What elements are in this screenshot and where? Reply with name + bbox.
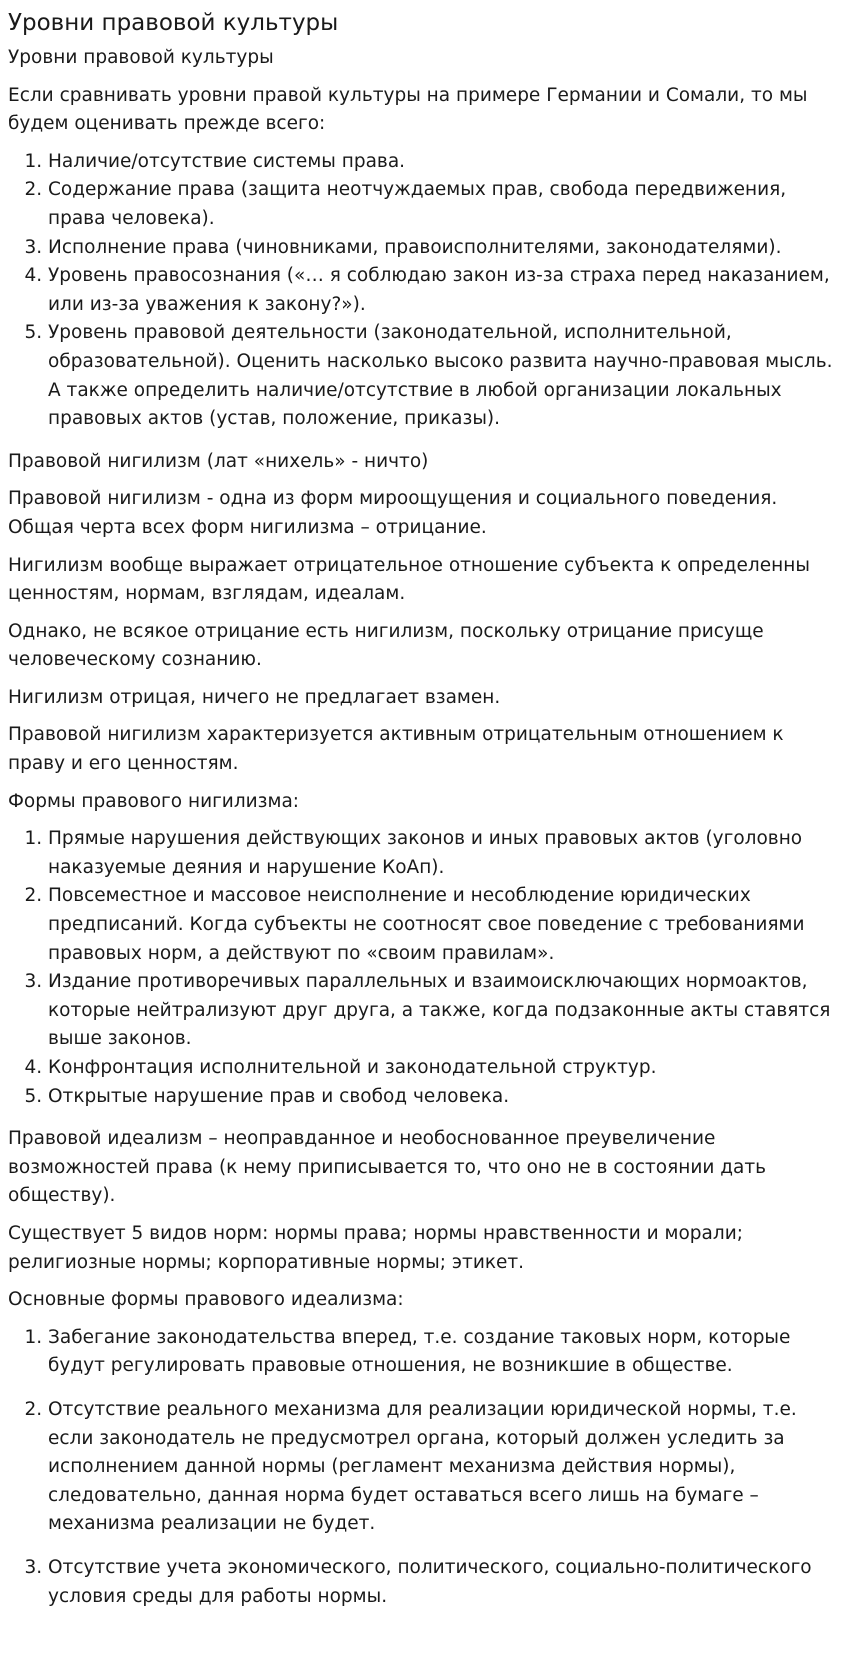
list-item: 3. Исполнение права (чиновниками, правоисполнителями, законодателями). (48, 234, 841, 263)
paragraph: Однако, не всякое отрицание есть нигилизм, поскольку отрицание присуще человеческому сознанию. (8, 620, 764, 671)
paragraph: Правовой идеализм – неоправданное и необоснованное преувеличение возможностей права (к нему приписывается то, что оно не в состоянии дать обществу). (8, 1128, 767, 1207)
nihilism-forms-heading: Формы правового нигилизма: (8, 790, 300, 812)
culture-levels-list (8, 148, 841, 434)
paragraph: Нигилизм отрицая, ничего не предлагает взамен. (8, 686, 501, 708)
list-item: 3. Отсутствие учета экономического, политического, социально-политического условия среды для работы нормы. (48, 1554, 841, 1611)
paragraph: Правовой нигилизм - одна из форм мироощущения и социального поведения. Общая черта всех форм нигилизма – отрицание. (8, 488, 778, 538)
list-item: 5. Открытые нарушение прав и свобод человека. (48, 1083, 841, 1112)
nihilism-forms-list (8, 825, 841, 1111)
list-item: 2. Содержание права (защита неотчуждаемых прав, свобода передвижения, права человека). (48, 176, 841, 233)
subtitle: Уровни правовой культуры (8, 47, 274, 68)
list-item: 3. Издание противоречивых параллельных и взаимоисключающих нормоактов, которые нейтрализуют друг друга, а также, когда подзаконные акты ставятся выше законов. (48, 968, 841, 1054)
idealism-forms-heading: Основные формы правового идеализма: (8, 1289, 404, 1311)
list-item: 1. Прямые нарушения действующих законов и иных правовых актов (уголовно наказуемые деяния и нарушение КоАп). (48, 825, 841, 882)
idealism-forms-list (8, 1324, 841, 1611)
list-item: 5. Уровень правовой деятельности (законодательной, исполнительной, образовательной). Оценить насколько высоко развита научно-правовая мысль. А также определить наличие/отсутствие в любой организации локальных правовых актов (устав, положение, приказы). (48, 319, 841, 433)
paragraph: Правовой нигилизм характеризуется активным отрицательным отношением к праву и его ценностям. (8, 724, 784, 775)
list-item: 4. Конфронтация исполнительной и законодательной структур. (48, 1054, 841, 1083)
list-item: 2. Повсеместное и массовое неисполнение и несоблюдение юридических предписаний. Когда субъекты не соотносят свое поведение с требованиями правовых норм, а действуют по «своим правилам». (48, 882, 841, 968)
list-item: 2. Отсутствие реального механизма для реализации юридической нормы, т.е. если законодатель не предусмотрел органа, который должен уследить за исполнением данной нормы (регламент механизма действия нормы), следовательно, данная норма будет оставаться всего лишь на бумаге – механизма реализации не будет. (48, 1396, 841, 1539)
list-item: 4. Уровень правосознания («… я соблюдаю закон из-за страха перед наказанием, или из-за уважения к закону?»). (48, 262, 841, 319)
page-title: Уровни правовой культуры (8, 10, 339, 36)
paragraph: Нигилизм вообще выражает отрицательное отношение субъекта к определенны ценностям, нормам, взглядам, идеалам. (8, 554, 810, 605)
list-item: 1. Наличие/отсутствие системы права. (48, 148, 841, 177)
paragraph: Существует 5 видов норм: нормы права; нормы нравственности и морали; религиозные нормы; корпоративные нормы; этикет. (8, 1222, 743, 1273)
intro-paragraph: Если сравнивать уровни правой культуры на примере Германии и Сомали, то мы будем оценивать прежде всего: (8, 84, 808, 135)
nihilism-heading: Правовой нигилизм (лат «нихель» - ничто) (8, 450, 429, 472)
list-item: 1. Забегание законодательства вперед, т.е. создание таковых норм, которые будут регулировать правовые отношения, не возникшие в обществе. (48, 1324, 841, 1381)
